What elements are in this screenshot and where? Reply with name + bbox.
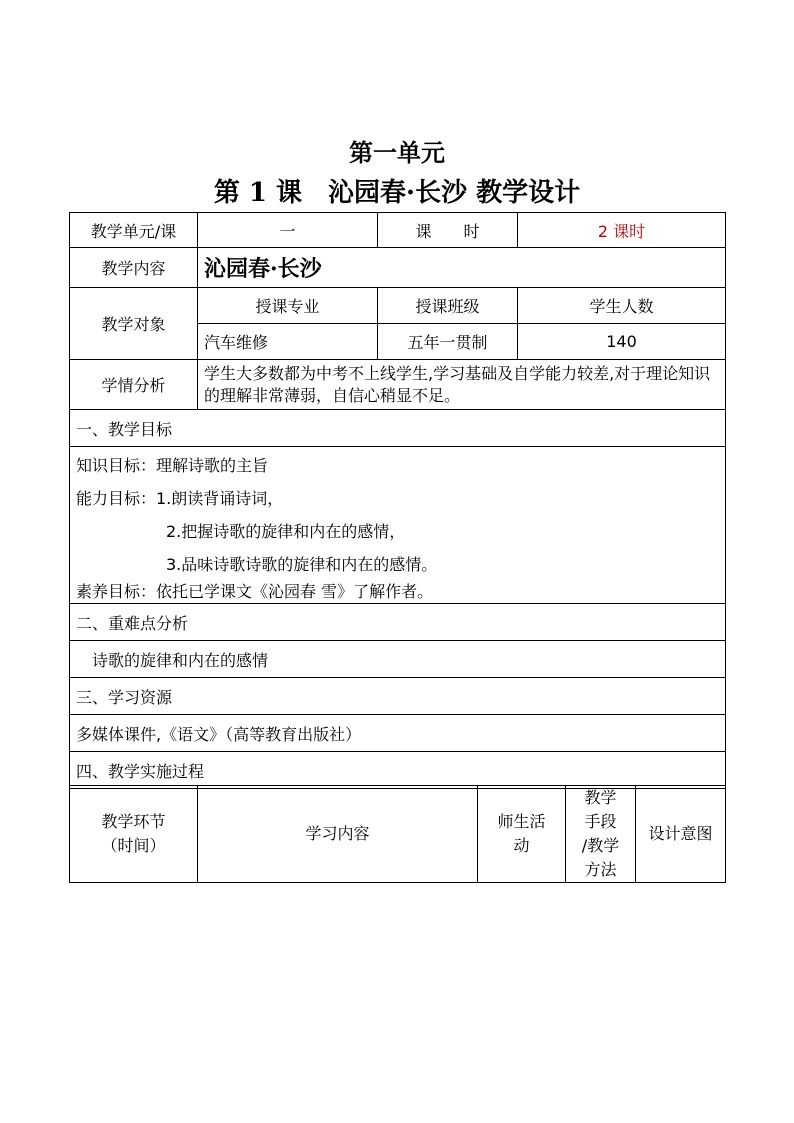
class-label: 授课班级 bbox=[378, 288, 518, 324]
col-stage-line-1: 教学环节 bbox=[101, 812, 166, 831]
col-activity-line-1: 师生活 bbox=[497, 812, 546, 831]
keypoints-value: 诗歌的旋律和内在的感情 bbox=[70, 641, 726, 678]
goal-ability-1: 能力目标：1.朗读背诵诗词， bbox=[76, 489, 284, 508]
col-stage bbox=[70, 786, 198, 883]
goals-heading: 一、教学目标 bbox=[70, 410, 726, 447]
col-intent: 设计意图 bbox=[636, 786, 726, 883]
lesson-title: 第 1 课 沁园春·长沙 教学设计 bbox=[213, 178, 581, 208]
col-means-line-4: 方法 bbox=[584, 860, 617, 879]
goals-row bbox=[70, 447, 726, 604]
col-means-line-1: 教学 bbox=[584, 788, 617, 807]
resources-row bbox=[70, 715, 726, 752]
content-value: 沁园春·长沙 bbox=[198, 248, 726, 288]
process-header-row bbox=[70, 786, 726, 883]
unit-row bbox=[70, 213, 726, 248]
unit-title: 第一单元 bbox=[349, 138, 445, 167]
content-row bbox=[70, 248, 726, 288]
unit-label: 教学单元/课 bbox=[70, 213, 198, 248]
keypoints-heading-row bbox=[70, 604, 726, 641]
goal-ability-3: 3.品味诗歌诗歌的旋律和内在的感情。 bbox=[166, 555, 438, 574]
lesson-info-table bbox=[69, 212, 726, 789]
col-activity-line-2: 动 bbox=[513, 836, 530, 855]
analysis-row bbox=[70, 360, 726, 410]
major-label: 授课专业 bbox=[198, 288, 378, 324]
process-heading: 四、教学实施过程 bbox=[70, 752, 726, 789]
process-table bbox=[69, 785, 726, 883]
col-content: 学习内容 bbox=[198, 786, 478, 883]
content-label: 教学内容 bbox=[70, 248, 198, 288]
count-label: 学生人数 bbox=[518, 288, 726, 324]
analysis-value: 学生大多数都为中考不上线学生,学习基础及自学能力较差,对于理论知识的理解非常薄弱，自信心稍显不足。 bbox=[198, 360, 726, 410]
col-means-line-2: 手段 bbox=[584, 812, 617, 831]
goals-heading-row bbox=[70, 410, 726, 447]
audience-label: 教学对象 bbox=[70, 288, 198, 360]
keypoints-heading: 二、重难点分析 bbox=[70, 604, 726, 641]
col-activity bbox=[478, 786, 566, 883]
analysis-label: 学情分析 bbox=[70, 360, 198, 410]
keypoints-row bbox=[70, 641, 726, 678]
process-heading-row bbox=[70, 752, 726, 789]
col-means-line-3: /教学 bbox=[581, 836, 620, 855]
goal-knowledge: 知识目标：理解诗歌的主旨 bbox=[76, 456, 269, 475]
major-value: 汽车维修 bbox=[198, 324, 378, 360]
unit-value: 一 bbox=[198, 213, 378, 248]
resources-heading-row bbox=[70, 678, 726, 715]
col-means bbox=[566, 786, 636, 883]
audience-header-row bbox=[70, 288, 726, 324]
hours-label: 课 时 bbox=[378, 213, 518, 248]
goal-literacy: 素养目标：依托已学课文《沁园春 雪》了解作者。 bbox=[76, 582, 434, 601]
resources-value: 多媒体课件,《语文》（高等教育出版社） bbox=[70, 715, 726, 752]
count-value: 140 bbox=[518, 324, 726, 360]
class-value: 五年一贯制 bbox=[378, 324, 518, 360]
goal-ability-2: 2.把握诗歌的旋律和内在的感情， bbox=[166, 522, 406, 541]
goals-cell bbox=[70, 447, 726, 604]
resources-heading: 三、学习资源 bbox=[70, 678, 726, 715]
hours-value: 2 课时 bbox=[518, 213, 726, 248]
col-stage-line-2: （时间） bbox=[101, 836, 166, 855]
